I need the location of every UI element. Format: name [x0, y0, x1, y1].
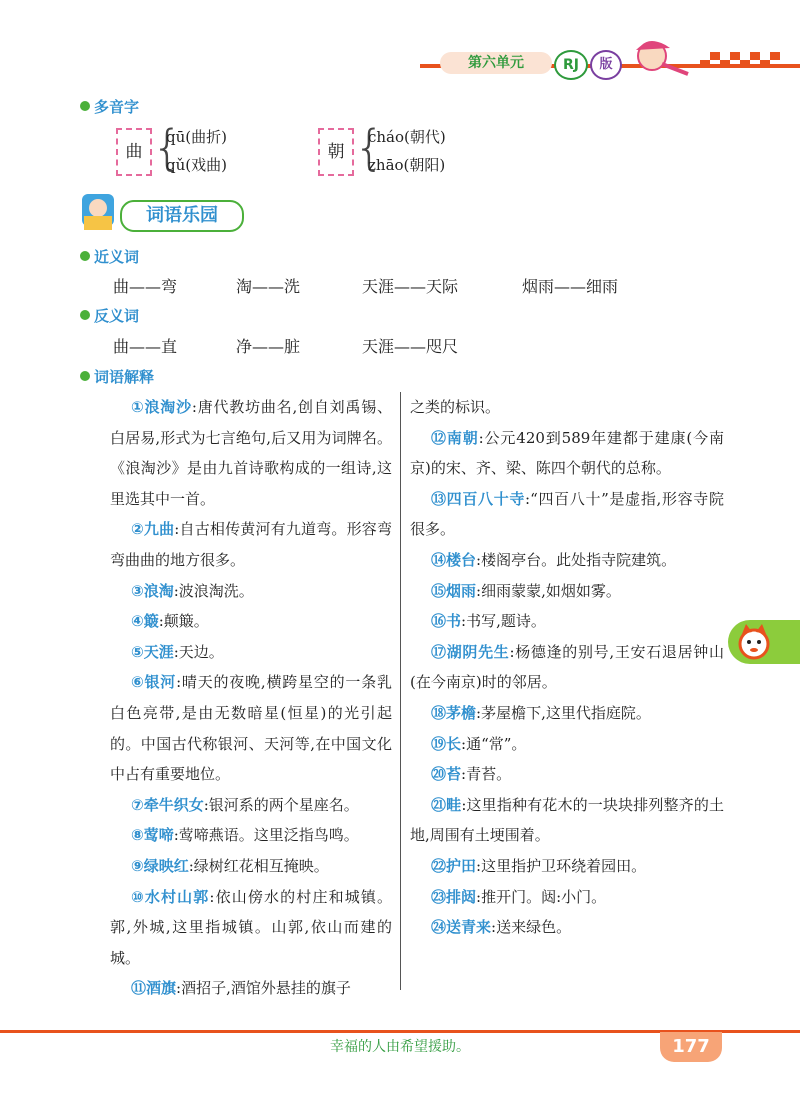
cartoon-girl-icon: [622, 34, 692, 80]
footer-motto: 幸福的人由希望援助。: [330, 1039, 470, 1055]
glossary-entry: [110, 882, 392, 974]
glossary-term: ㉑畦: [431, 795, 462, 814]
glossary-term: ㉔送青来: [431, 918, 492, 937]
glossary-definition: :颠簸。: [158, 612, 209, 631]
glossary-entry: [410, 759, 724, 790]
glossary-definition: :唐代教坊曲名,创自刘禹锡、白居易,形式为七言绝句,后又用为词牌名。《浪淘沙》是由九首诗歌构成的一组诗,这里选其中一首。: [110, 398, 392, 508]
glossary-term: ⑩水村山郭: [131, 887, 210, 906]
glossary-term: ⑪酒旗: [131, 979, 177, 998]
glossary-term: ㉒护田: [431, 856, 477, 875]
glossary-term: ⑧莺啼: [131, 826, 174, 845]
section-banner: 词语乐园: [120, 200, 244, 232]
kid-mascot-icon: [74, 190, 122, 234]
glossary-term: ⑳苔: [431, 765, 462, 784]
glossary-definition: :书写,题诗。: [461, 612, 546, 631]
glossary-definition: :波浪淘洗。: [173, 581, 254, 600]
glossary-term: ⑲长: [431, 734, 462, 753]
glossary-entry: [410, 698, 724, 729]
glossary-entry: [110, 392, 392, 514]
glossary-entry: [410, 912, 724, 943]
fox-mascot-icon: [734, 622, 774, 662]
glossary-entry: [110, 514, 392, 575]
glossary-definition: :推开门。闼:小门。: [476, 887, 607, 906]
glossary-definition: :公元420到589年建都于建康(今南京)的宋、齐、梁、陈四个朝代的总称。: [410, 428, 724, 478]
glossary-term: ㉓排闼: [431, 887, 477, 906]
glossary-term: ⑨绿映红: [131, 856, 189, 875]
glossary-term: ④簸: [131, 612, 159, 631]
glossary-right-column: [410, 392, 724, 943]
glossary-term: ⑤天涯: [131, 642, 174, 661]
glossary-entry: [410, 729, 724, 760]
glossary-term: ⑮烟雨: [431, 581, 477, 600]
glossary-entry: [110, 851, 392, 882]
glossary-definition: :绿树红花相互掩映。: [188, 856, 329, 875]
glossary-entry: [110, 637, 392, 668]
glossary-term: ⑭楼台: [431, 550, 477, 569]
glossary-definition: :自古相传黄河有九道弯。形容弯弯曲曲的地方很多。: [110, 520, 393, 569]
glossary-entry: [410, 545, 724, 576]
reading: qǔ(戏曲): [166, 156, 227, 174]
antonym-pair: 曲——直: [113, 337, 178, 356]
glossary-definition: :细雨蒙蒙,如烟如雾。: [476, 581, 621, 600]
brace: {: [152, 120, 183, 176]
glossary-entry: [110, 820, 392, 851]
reading: qū(曲折): [166, 128, 227, 146]
glossary-entry: [410, 790, 724, 851]
glossary-term: ⑦牵牛织女: [131, 795, 204, 814]
glossary-definition: :楼阁亭台。此处指寺院建筑。: [476, 550, 677, 569]
antonyms-heading: 反义词: [80, 305, 139, 326]
glossary-definition: :天边。: [173, 642, 224, 661]
glossary-entry: [410, 484, 724, 545]
glossary-definition: :送来绿色。: [491, 918, 572, 937]
checker-decoration-icon: [700, 52, 800, 76]
glossary-definition: :晴天的夜晚,横跨星空的一条乳白色亮带,是由无数暗星(恒星)的光引起的。中国古代称银河、天河等,在中国文化中占有重要地位。: [110, 673, 392, 784]
glossary-definition: :这里指护卫环绕着园田。: [476, 856, 647, 875]
glossary-entry: [110, 576, 392, 607]
glossary-definition: :通“常”。: [461, 734, 527, 753]
bullet-icon: [80, 251, 90, 261]
synonym-pair: 烟雨——细雨: [522, 277, 619, 296]
polyphone-heading: 多音字: [80, 96, 139, 117]
glossary-definition: :茅屋檐下,这里代指庭院。: [476, 703, 651, 722]
glossary-entry: [410, 576, 724, 607]
glossary-definition: :银河系的两个星座名。: [203, 795, 359, 814]
glossary-definition: :依山傍水的村庄和城镇。郭,外城,这里指城镇。山郭,依山而建的城。: [110, 887, 392, 967]
synonym-pair: 曲——弯: [113, 277, 178, 296]
glossary-definition: :杨德逢的别号,王安石退居钟山(在今南京)时的邻居。: [410, 642, 724, 692]
glossary-term: ⑬四百八十寺: [431, 489, 526, 508]
reading: cháo(朝代): [368, 128, 446, 146]
glossary-left-column: [110, 392, 392, 1004]
polyphone-char-box: 曲: [116, 128, 152, 176]
glossary-entry: [410, 606, 724, 637]
polyphone-char-box: 朝: [318, 128, 354, 176]
reading: zhāo(朝阳): [368, 156, 446, 174]
edition-badge: 版: [590, 50, 622, 80]
glossary-term: ①浪淘沙: [131, 398, 192, 416]
glossary-term: ⑥银河: [131, 673, 177, 692]
glossary-term: ⑯书: [431, 612, 462, 631]
glossary-term: ⑱茅檐: [431, 703, 477, 722]
glossary-entry: [110, 667, 392, 789]
glossary-definition: :莺啼燕语。这里泛指鸟鸣。: [173, 826, 359, 845]
glossary-heading: 词语解释: [80, 366, 154, 387]
bullet-icon: [80, 371, 90, 381]
glossary-definition: :这里指种有花木的一块块排列整齐的土地,周围有土埂围着。: [410, 795, 724, 845]
glossary-entry: [410, 637, 724, 698]
glossary-term: ⑰湖阴先生: [431, 642, 510, 661]
glossary-definition: :酒招子,酒馆外悬挂的旗子: [176, 979, 351, 998]
rj-badge: RJ: [554, 50, 588, 80]
glossary-entry: [110, 973, 392, 1004]
column-divider: [400, 392, 401, 990]
synonym-pair: 天涯——天际: [362, 277, 459, 296]
glossary-entry: [410, 882, 724, 913]
page-number: 177: [660, 1032, 722, 1062]
glossary-term: ③浪淘: [131, 581, 174, 600]
brace: {: [354, 120, 385, 176]
glossary-term: ⑫南朝: [431, 428, 479, 447]
glossary-definition: :青苔。: [461, 765, 512, 784]
glossary-entry: [110, 606, 392, 637]
synonyms-heading: 近义词: [80, 246, 139, 267]
antonym-pair: 净——脏: [236, 337, 301, 356]
antonym-pair: 天涯——咫尺: [362, 337, 459, 356]
synonym-pair: 淘——洗: [236, 277, 301, 296]
glossary-entry: [110, 790, 392, 821]
bullet-icon: [80, 310, 90, 320]
glossary-continuation: 之类的标识。: [410, 398, 501, 416]
bullet-icon: [80, 101, 90, 111]
glossary-definition: :“四百八十”是虚指,形容寺院很多。: [410, 489, 724, 539]
unit-label: 第六单元: [440, 52, 552, 74]
glossary-entry: [410, 423, 724, 484]
glossary-term: ②九曲: [131, 520, 175, 539]
glossary-entry: [410, 851, 724, 882]
